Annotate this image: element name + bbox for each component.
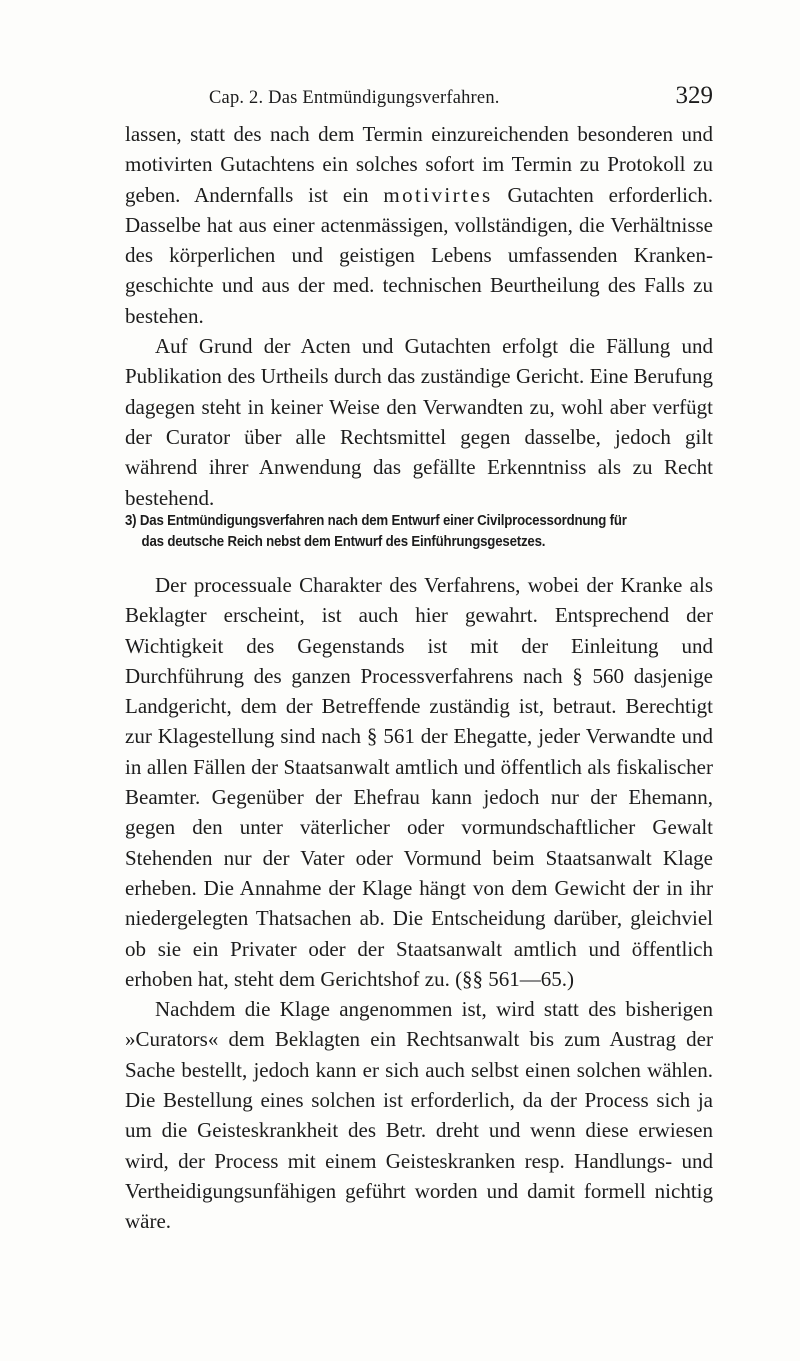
page-number: 329: [675, 82, 713, 109]
emphasized-word: motivirtes: [383, 182, 493, 207]
paragraph-text: Gutachten erforderlich. Dasselbe hat aus einer actenmässigen, vollständigen, die Verhältnisse des körperlichen und geistigen Lebens umfassenden Krankengeschichte und aus der med. technischen Beurtheilung des Falls zu bestehen.: [125, 182, 713, 328]
running-head-title: Cap. 2. Das Entmündigungsverfahren.: [209, 88, 500, 108]
section-heading-line-1: 3) Das Entmündigungsverfahren nach dem Entwurf einer Civilprocessordnung für: [125, 513, 627, 529]
paragraph-text: lassen, statt des nach dem Termin einzureichenden besonderen und motivirten Gutachtens ein solches sofort im Termin zu Protokoll zu geben. Andernfalls ist ein: [125, 122, 713, 207]
section-heading-line-2: das deutsche Reich nebst dem Entwurf des Einführungsgesetzes.: [141, 534, 546, 550]
text-block-bottom: [125, 570, 713, 1237]
paragraph-procedure: Der processuale Charakter des Verfahrens, wobei der Kranke als Beklagter erscheint, ist auch hier gewahrt. Entsprechend der Wichtigkeit des Gegenstands ist mit der Einleitung und Durchführung des ganzen Processverfahrens nach § 560 dasjenige Landgericht, dem der Betreffende zuständig ist, betraut. Berechtigt zur Klagestellung sind nach § 561 der Ehegatte, jeder Verwandte und in allen Fällen der Staatsanwalt amtlich und öffentlich als fiskalischer Beamter. Gegenüber der Ehefrau kann jedoch nur der Ehemann, gegen den unter väterlicher oder vormundschaftlicher Gewalt Stehenden nur der Vater oder Vormund beim Staatsanwalt Klage erheben. Die Annahme der Klage hängt von dem Gewicht der in ihr niedergelegten Thatsachen ab. Die Entscheidung darüber, gleichviel ob sie ein Privater oder der Staatsanwalt amtlich und öffentlich erhoben hat, steht dem Gerichtshof zu. (§§ 561—65.): [125, 573, 713, 991]
paragraph-attorney: Nachdem die Klage angenommen ist, wird statt des bisherigen »Curators« dem Beklagten ein Rechtsanwalt bis zum Austrag der Sache bestellt, jedoch kann er sich auch selbst einen solchen wählen. Die Bestellung eines solchen ist erforderlich, da der Process sich ja um die Geisteskrankheit des Betr. dreht und wenn diese erwiesen wird, der Process mit einem Geisteskranken resp. Handlungs- und Vertheidigungsunfähigen geführt worden und damit formell nichtig wäre.: [125, 997, 713, 1234]
running-head: [125, 82, 713, 112]
section-heading: [125, 511, 677, 553]
paragraph-judgment: Auf Grund der Acten und Gutachten erfolgt die Fällung und Publikation des Urtheils durch das zuständige Gericht. Eine Berufung dagegen steht in keiner Weise den Verwandten zu, wohl aber verfügt der Curator über alle Rechtsmittel gegen dasselbe, jedoch gilt während ihrer Anwendung das gefällte Erkenntniss als zu Recht bestehend.: [125, 334, 713, 510]
text-block-top: [125, 119, 713, 513]
paragraph-expert-opinion: [125, 119, 713, 331]
